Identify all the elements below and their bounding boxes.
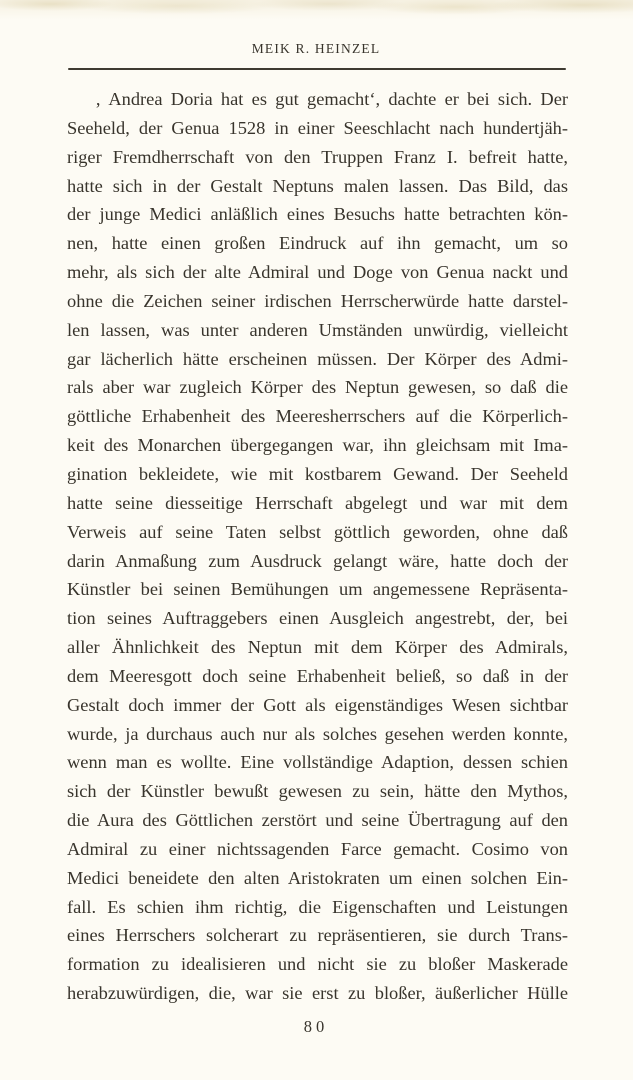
text-line: gar lächerlich hätte erscheinen müssen. Der Körper des Admi- — [67, 348, 568, 369]
text-line: wurde, ja durchaus auch nur als solches gesehen werden konnte, — [67, 723, 568, 744]
text-line: göttliche Erhabenheit des Meeresherrschers auf die Körperlich- — [67, 406, 568, 427]
text-line: herabzuwürdigen, die, war sie erst zu bloßer, äußerlicher Hülle — [67, 983, 568, 1004]
text-line: nen, hatte einen großen Eindruck auf ihn gemacht, um so — [67, 233, 568, 254]
text-line: wenn man es wollte. Eine vollständige Adaption, dessen schien — [67, 752, 568, 773]
text-line: hatte seine diesseitige Herrschaft abgelegt und war mit dem — [67, 492, 568, 513]
text-line: fall. Es schien ihm richtig, die Eigenschaften und Leistungen — [67, 896, 568, 917]
text-line: Gestalt doch immer der Gott als eigenständiges Wesen sichtbar — [67, 694, 568, 715]
page-number: 80 — [303, 1017, 329, 1036]
text-line: eines Herrschers solcherart zu repräsentieren, sie durch Trans- — [67, 925, 568, 946]
text-line: Medici beneidete den alten Aristokraten um einen solchen Ein- — [67, 867, 568, 888]
text-line: darin Anmaßung zum Ausdruck gelangt wäre, hatte doch der — [67, 550, 568, 571]
text-line: tion seines Auftraggebers einen Ausgleich angestrebt, der, bei — [67, 608, 568, 629]
text-line: rals aber war zugleich Körper des Neptun gewesen, so daß die — [67, 377, 568, 398]
text-line: Verweis auf seine Taten selbst göttlich geworden, ohne daß — [67, 521, 568, 542]
text-line: formation zu idealisieren und nicht sie zu bloßer Maskerade — [67, 954, 568, 975]
text-line: len lassen, was unter anderen Umständen unwürdig, vielleicht — [67, 319, 568, 340]
text-line: hatte sich in der Gestalt Neptuns malen lassen. Das Bild, das — [67, 175, 568, 196]
text-line: die Aura des Göttlichen zerstört und seine Übertragung auf den — [67, 810, 568, 831]
text-line: aller Ähnlichkeit des Neptun mit dem Körper des Admirals, — [67, 637, 568, 658]
text-line: ‚ Andrea Doria hat es gut gemacht‘, dachte er bei sich. Der — [95, 89, 568, 109]
text-line: riger Fremdherrschaft von den Truppen Franz I. befreit hatte, — [67, 146, 568, 167]
text-line: dem Meeresgott doch seine Erhabenheit beließ, so daß in der — [67, 665, 568, 686]
text-line: Künstler bei seinen Bemühungen um angemessene Repräsenta- — [67, 579, 568, 600]
text-line: sich der Künstler bewußt gewesen zu sein, hätte den Mythos, — [67, 781, 568, 802]
running-header: MEIK R. HEINZEL — [251, 41, 381, 56]
text-line: der junge Medici anläßlich eines Besuchs hatte betrachten kön- — [67, 204, 568, 225]
header-rule — [68, 68, 566, 70]
text-line: ohne die Zeichen seiner irdischen Herrscherwürde hatte darstel- — [67, 290, 568, 311]
text-line: mehr, als sich der alte Admiral und Doge von Genua nackt und — [67, 262, 568, 283]
text-line: Seeheld, der Genua 1528 in einer Seeschlacht nach hundertjäh- — [67, 117, 568, 138]
text-line: keit des Monarchen übergegangen war, ihn gleichsam mit Ima- — [67, 435, 568, 456]
text-line: Admiral zu einer nichtssagenden Farce gemacht. Cosimo von — [67, 838, 568, 859]
text-line: gination bekleidete, wie mit kostbarem Gewand. Der Seeheld — [67, 463, 568, 484]
body-text — [67, 85, 568, 1008]
